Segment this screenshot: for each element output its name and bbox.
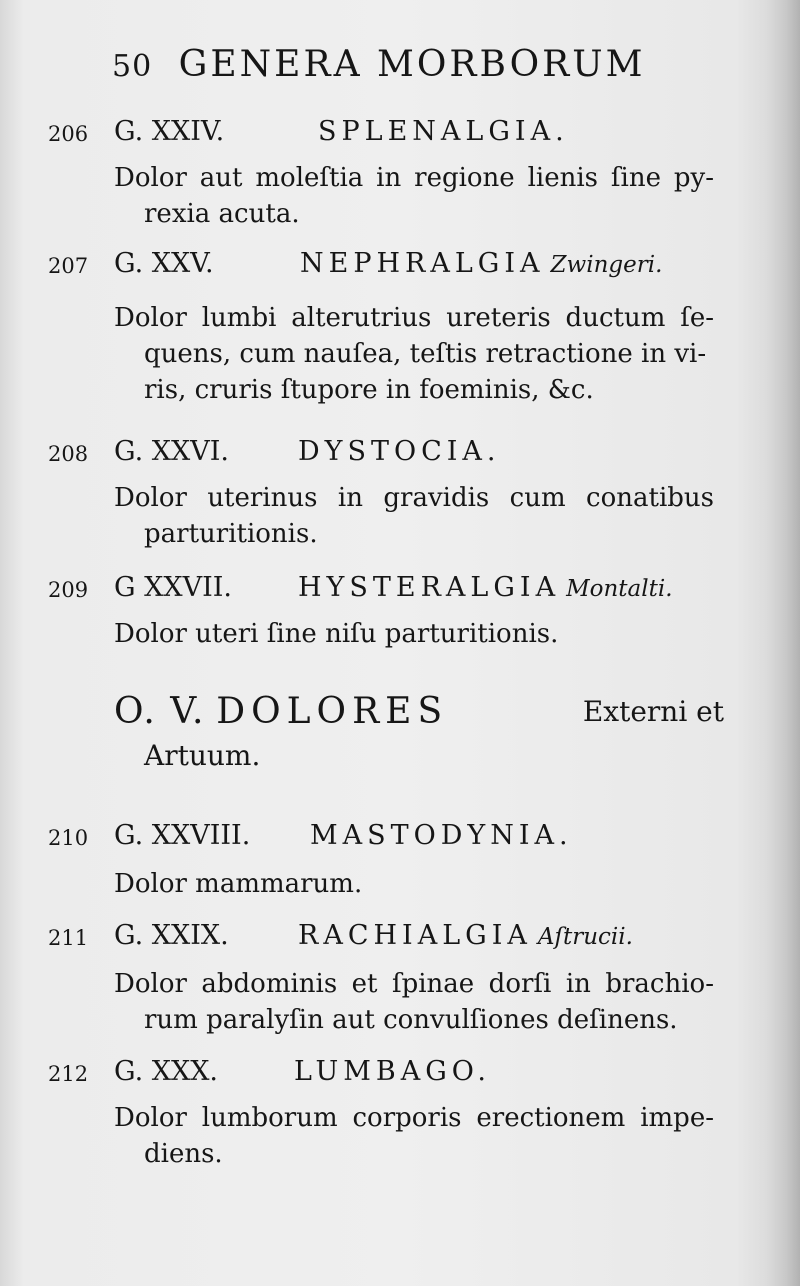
page-number: 50	[112, 49, 153, 84]
entry-number: 211	[48, 926, 89, 950]
order-subtitle-continuation: Artuum.	[144, 739, 261, 772]
entry-number: 207	[48, 254, 89, 278]
genus-number: G. XXVIII.	[114, 820, 251, 851]
disease-name	[298, 436, 501, 467]
entry-definition	[114, 160, 714, 232]
definition-line: Dolor uterinus in gravidis cum conatibus	[114, 483, 714, 513]
disease-name	[298, 920, 633, 951]
genus-number: G. XXIV.	[114, 116, 225, 147]
entry-definition	[114, 1100, 714, 1172]
page-edge-shadow	[766, 0, 800, 1286]
order-heading-main	[114, 690, 448, 734]
entry-definition	[114, 616, 714, 652]
definition-line: Dolor uteri ſine niſu parturitionis.	[114, 619, 559, 649]
disease-name-text: MASTODYNIA.	[310, 820, 573, 851]
order-subtitle: Externi et	[582, 695, 724, 728]
definition-line: Dolor lumborum corporis erectionem impe-	[114, 1103, 714, 1133]
order-heading	[114, 690, 724, 778]
author-name: Zwingeri.	[550, 252, 663, 278]
entry-number: 210	[48, 826, 89, 850]
entry-number: 209	[48, 578, 89, 602]
entry-definition	[114, 966, 714, 1038]
entry-definition	[114, 866, 714, 902]
genus-number: G. XXX.	[114, 1056, 219, 1087]
definition-continuation: rum paralyſin aut convulſiones deſinens.	[144, 1005, 678, 1035]
genus-number: G. XXV.	[114, 248, 214, 279]
genus-number: G. XXVI.	[114, 436, 229, 467]
disease-name	[294, 1056, 491, 1087]
definition-line: Dolor abdominis et ſpinae dorſi in brachio-	[114, 969, 714, 999]
disease-name-text: LUMBAGO.	[294, 1056, 491, 1087]
order-label: O. V.	[114, 691, 206, 732]
disease-name-text: HYSTERALGIA	[298, 572, 561, 603]
author-name: Aſtrucii.	[537, 924, 633, 950]
definition-continuation: parturitionis.	[144, 519, 318, 549]
definition-continuation: quens, cum nauſea, teſtis retractione in vi- ris, cruris ſtupore in foeminis, &c.	[144, 339, 707, 405]
disease-name-text: NEPHRALGIA	[300, 248, 545, 279]
entry-number: 206	[48, 122, 89, 146]
running-header	[112, 44, 645, 85]
definition-continuation: diens.	[144, 1139, 223, 1169]
author-name: Montalti.	[566, 576, 673, 602]
genus-number: G. XXIX.	[114, 920, 229, 951]
disease-name	[300, 248, 662, 279]
definition-line: Dolor lumbi alterutrius ureteris ductum ſe-	[114, 303, 714, 333]
order-heading-line	[114, 690, 724, 734]
definition-line: Dolor mammarum.	[114, 869, 363, 899]
disease-name-text: RACHIALGIA	[298, 920, 532, 951]
disease-name-text: SPLENALGIA.	[318, 116, 569, 147]
disease-name-text: DYSTOCIA.	[298, 436, 501, 467]
running-title: GENERA MORBORUM	[178, 44, 646, 85]
genus-number: G XXVII.	[114, 572, 233, 603]
disease-name	[310, 820, 573, 851]
entry-number: 212	[48, 1062, 89, 1086]
order-title: DOLORES	[216, 691, 449, 732]
definition-continuation: rexia acuta.	[144, 199, 300, 229]
entry-number: 208	[48, 442, 89, 466]
definition-line: Dolor aut moleſtia in regione lienis ſine py-	[114, 163, 714, 193]
disease-name	[298, 572, 673, 603]
entry-definition	[114, 300, 714, 408]
disease-name	[318, 116, 569, 147]
entry-definition	[114, 480, 714, 552]
